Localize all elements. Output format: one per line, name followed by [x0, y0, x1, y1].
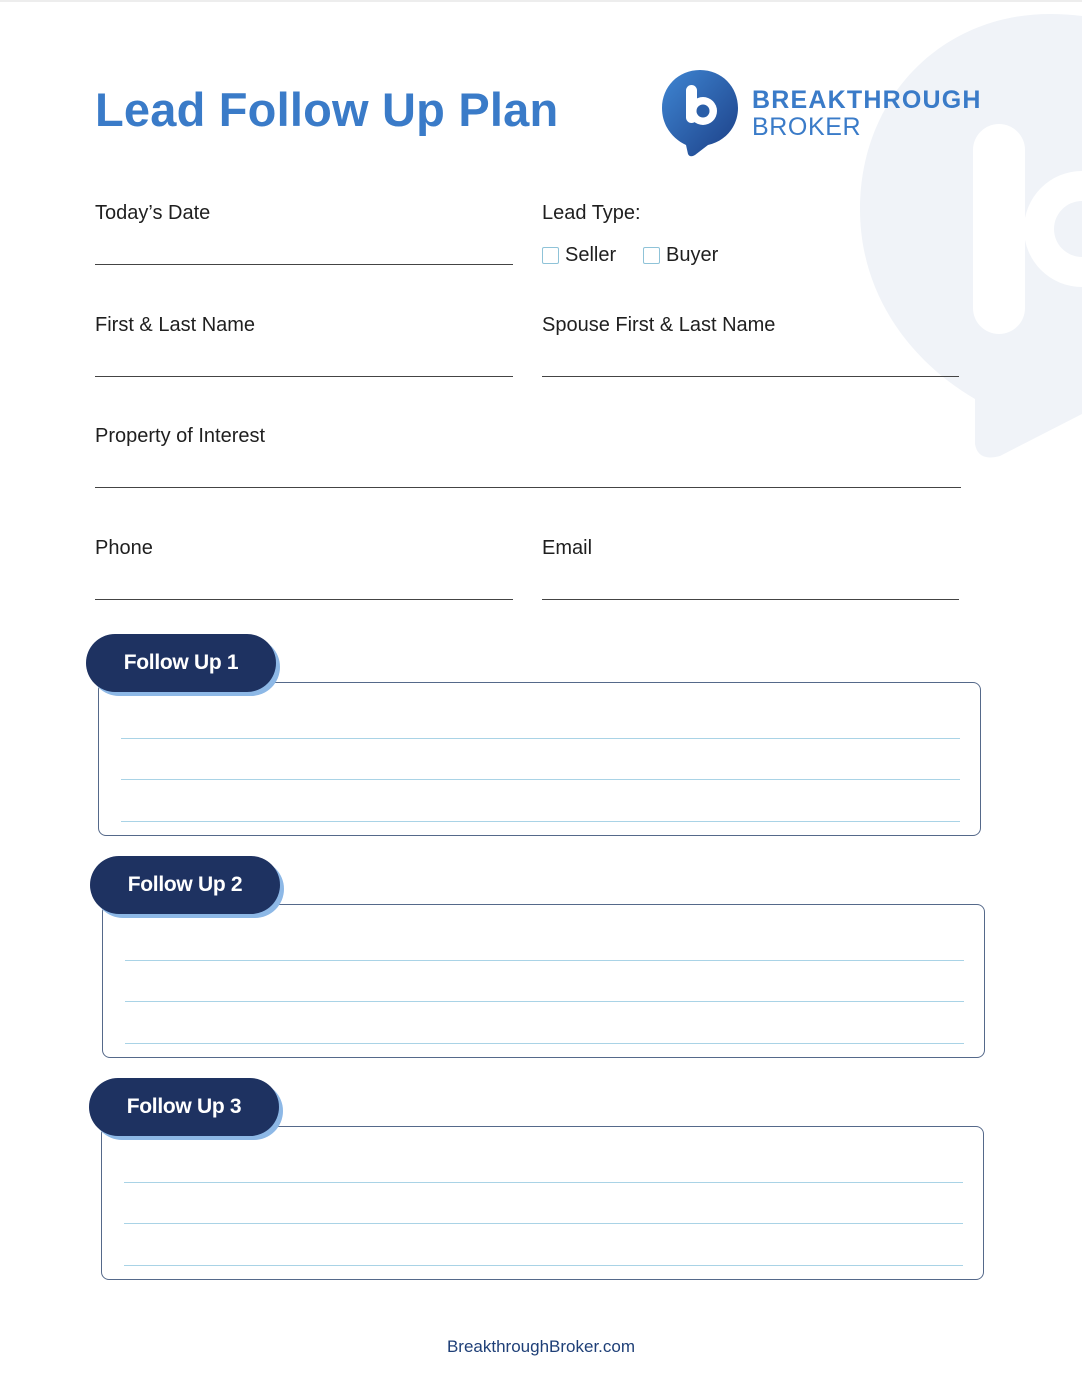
seller-checkbox[interactable]: [542, 247, 559, 264]
buyer-checkbox[interactable]: [643, 247, 660, 264]
seller-option[interactable]: [542, 244, 616, 267]
phone-line[interactable]: [95, 599, 513, 600]
buyer-option-label: Buyer: [666, 244, 719, 266]
note-line: [124, 1265, 963, 1266]
note-line: [124, 1182, 963, 1183]
follow-up-3-heading: Follow Up 3: [89, 1078, 279, 1136]
email-line[interactable]: [542, 599, 959, 600]
note-line: [125, 960, 964, 961]
phone-label: Phone: [95, 537, 153, 559]
brand-name-line1: BREAKTHROUGH: [752, 86, 982, 114]
note-line: [121, 779, 960, 780]
todays-date-line[interactable]: [95, 264, 513, 265]
follow-up-2-heading: Follow Up 2: [90, 856, 280, 914]
lead-type-label: Lead Type:: [542, 202, 641, 224]
page-title: Lead Follow Up Plan: [95, 83, 559, 136]
follow-up-3-notes-box[interactable]: [101, 1126, 984, 1280]
note-line: [121, 821, 960, 822]
property-of-interest-label: Property of Interest: [95, 425, 266, 447]
brand-name-line2: BROKER: [752, 113, 862, 141]
follow-up-2-notes-box[interactable]: [102, 904, 985, 1058]
note-line: [121, 738, 960, 739]
spouse-name-line[interactable]: [542, 376, 959, 377]
email-label: Email: [542, 537, 593, 559]
note-line: [125, 1001, 964, 1002]
first-last-name-line[interactable]: [95, 376, 513, 377]
breakthrough-logo-icon: [660, 68, 740, 158]
seller-option-label: Seller: [565, 244, 617, 266]
watermark-logo-icon: [860, 14, 1082, 464]
follow-up-1-heading: Follow Up 1: [86, 634, 276, 692]
spouse-name-label: Spouse First & Last Name: [542, 314, 776, 336]
note-line: [124, 1223, 963, 1224]
footer-website: BreakthroughBroker.com: [446, 1337, 636, 1356]
top-divider: [0, 0, 1082, 2]
buyer-option[interactable]: [643, 244, 718, 267]
follow-up-1-notes-box[interactable]: [98, 682, 981, 836]
note-line: [125, 1043, 964, 1044]
todays-date-label: Today’s Date: [95, 202, 211, 224]
property-of-interest-line[interactable]: [95, 487, 961, 488]
first-last-name-label: First & Last Name: [95, 314, 256, 336]
